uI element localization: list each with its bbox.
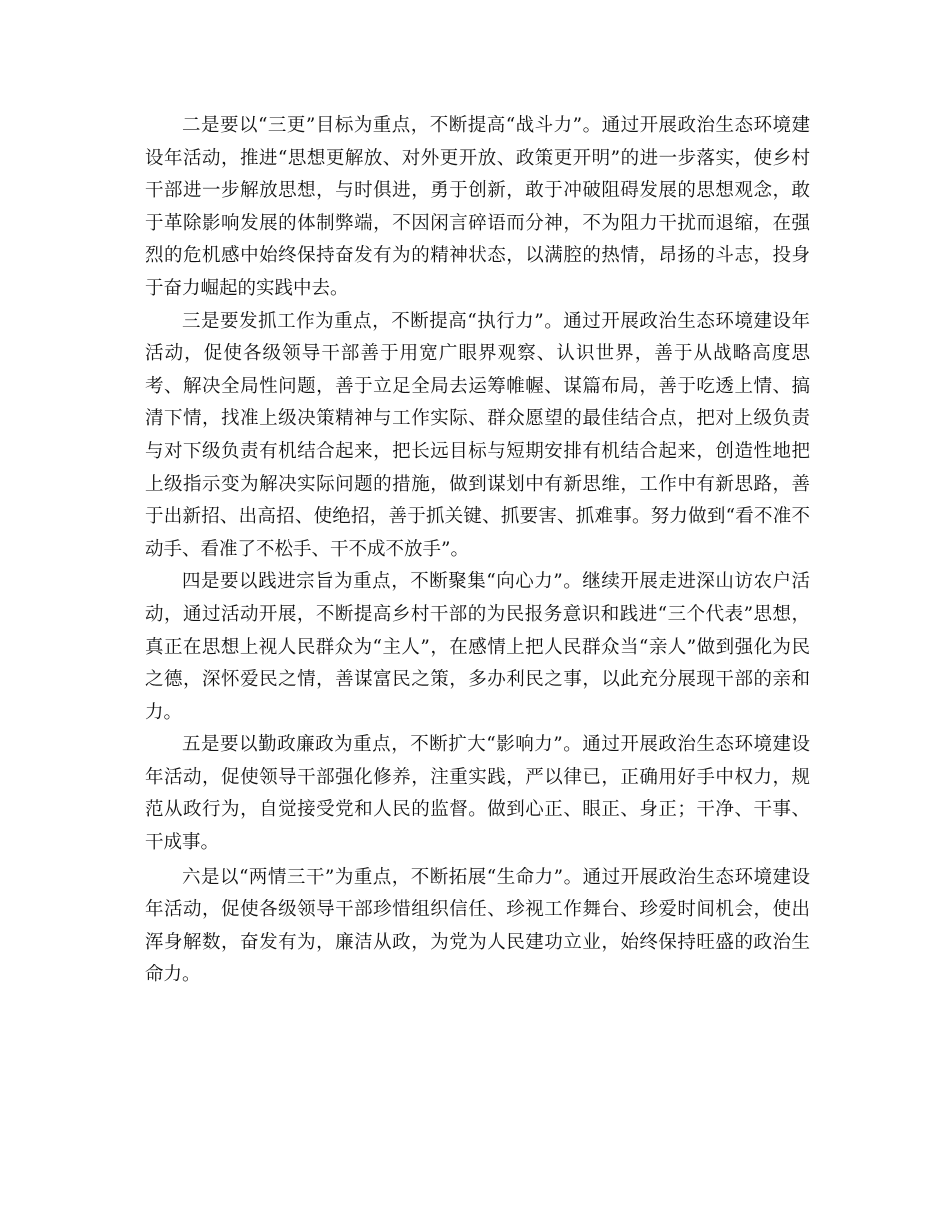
paragraph-shengmingli: 六是以“两情三干”为重点，不断拓展“生命力”。通过开展政治生态环境建设年活动，促使各级领导干部珍惜组织信任、珍视工作舞台、珍爱时间机会，使出浑身解数，奋发有为，廉洁从政，为党为人民建功立业，始终保持旺盛的政治生命力。 xyxy=(145,866,810,986)
paragraph-zhixingli: 三是要发抓工作为重点，不断提高“执行力”。通过开展政治生态环境建设年活动，促使各级领导干部善于用宽广眼界观察、认识世界，善于从战略高度思考、解决全局性问题，善于立足全局去运筹帷幄、谋篇布局，善于吃透上情、搞清下情，找准上级决策精神与工作实际、群众愿望的最佳结合点，把对上级负责与对下级负责有机结合起来，把长远目标与短期安排有机结合起来，创造性地把上级指示变为解决实际问题的措施，做到谋划中有新思维，工作中有新思路，善于出新招、出高招、使绝招，善于抓关键、抓要害、抓难事。努力做到“看不准不动手、看准了不松手、干不成不放手”。 xyxy=(145,310,810,560)
paragraph-xiangxinli: 四是要以践进宗旨为重点，不断聚集“向心力”。继续开展走进深山访农户活动，通过活动开展，不断提高乡村干部的为民报务意识和践进“三个代表”思想，真正在思想上视人民群众为“主人”，在感情上把人民群众当“亲人”做到强化为民之德，深怀爱民之情，善谋富民之策，多办利民之事，以此充分展现干部的亲和力。 xyxy=(145,571,810,723)
paragraph-yingxiangli: 五是要以勤政廉政为重点，不断扩大“影响力”。通过开展政治生态环境建设年活动，促使领导干部强化修养，注重实践，严以律已，正确用好手中权力，规范从政行为，自觉接受党和人民的监督。做到心正、眼正、身正；干净、干事、干成事。 xyxy=(145,734,810,854)
document-body xyxy=(145,110,810,992)
paragraph-zhandouli: 二是要以“三更”目标为重点，不断提高“战斗力”。通过开展政治生态环境建设年活动，推进“思想更解放、对外更开放、政策更开明”的进一步落实，使乡村干部进一步解放思想，与时俱进，勇于创新，敢于冲破阻碍发展的思想观念，敢于革除影响发展的体制弊端，不因闲言碎语而分神，不为阻力干扰而退缩，在强烈的危机感中始终保持奋发有为的精神状态，以满腔的热情，昂扬的斗志，投身于奋力崛起的实践中去。 xyxy=(145,115,810,299)
